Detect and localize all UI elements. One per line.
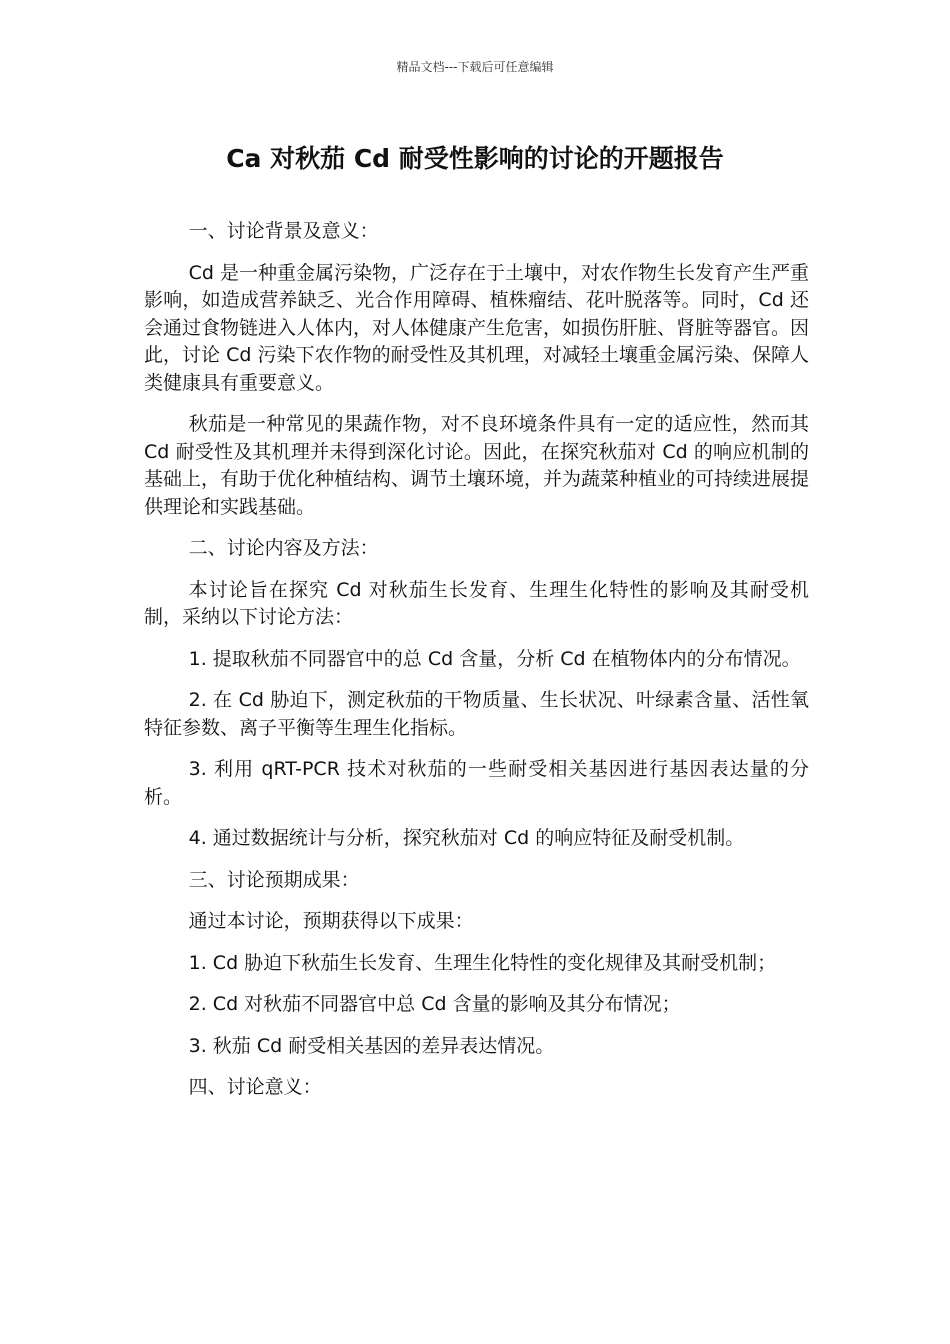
- section-2-intro: 本讨论旨在探究 Cd 对秋茄生长发育、生理生化特性的影响及其耐受机制，采纳以下讨论方法：: [144, 578, 809, 628]
- section-2-item: 3. 利用 qRT-PCR 技术对秋茄的一些耐受相关基因进行基因表达量的分析。: [144, 758, 809, 808]
- section-2-heading: 二、讨论内容及方法：: [188, 537, 379, 559]
- section-2-item: 2. 在 Cd 胁迫下，测定秋茄的干物质量、生长状况、叶绿素含量、活性氧特征参数、离子平衡等生理生化指标。: [144, 689, 809, 739]
- section-1-heading: 一、讨论背景及意义：: [188, 220, 379, 242]
- section-3-item: 3. 秋茄 Cd 耐受相关基因的差异表达情况。: [188, 1034, 555, 1057]
- page-header: 精品文档---下载后可任意编辑: [396, 60, 554, 74]
- section-3-intro: 通过本讨论，预期获得以下成果：: [188, 910, 474, 932]
- document-title: Ca 对秋茄 Cd 耐受性影响的讨论的开题报告: [226, 144, 724, 173]
- section-3-item: 1. Cd 胁迫下秋茄生长发育、生理生化特性的变化规律及其耐受机制；: [188, 951, 777, 974]
- document-body: [144, 218, 809, 1116]
- section-2-item: 4. 通过数据统计与分析，探究秋茄对 Cd 的响应特征及耐受机制。: [188, 827, 745, 849]
- section-3-heading: 三、讨论预期成果：: [188, 868, 360, 891]
- section-2-item: 1. 提取秋茄不同器官中的总 Cd 含量，分析 Cd 在植物体内的分布情况。: [188, 647, 801, 670]
- section-1-paragraph: Cd 是一种重金属污染物，广泛存在于土壤中，对农作物生长发育产生严重影响，如造成营养缺乏、光合作用障碍、植株瘤结、花叶脱落等。同时，Cd 还会通过食物链进入人体内，对人体健康产生危害，如损伤肝脏、肾脏等器官。因此，讨论 Cd 污染下农作物的耐受性及其机理，对减轻土壤重金属污染、保障人类健康具有重要意义。: [144, 261, 810, 394]
- section-3-item: 2. Cd 对秋茄不同器官中总 Cd 含量的影响及其分布情况；: [188, 993, 681, 1015]
- section-1-paragraph: 秋茄是一种常见的果蔬作物，对不良环境条件具有一定的适应性，然而其 Cd 耐受性及其机理并未得到深化讨论。因此，在探究秋茄对 Cd 的响应机制的基础上，有助于优化种植结构、调节土壤环境，并为蔬菜种植业的可持续进展提供理论和实践基础。: [144, 413, 810, 518]
- section-4-heading: 四、讨论意义：: [188, 1076, 322, 1098]
